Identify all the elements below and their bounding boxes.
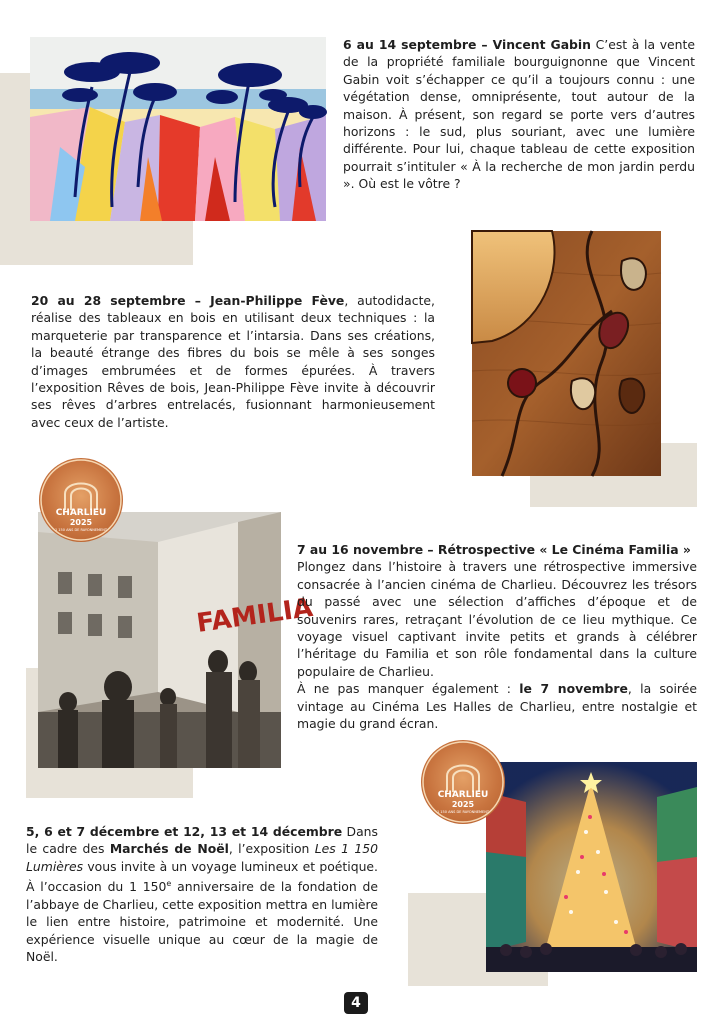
section-4-superscript: e — [166, 879, 172, 889]
section-3-heading: 7 au 16 novembre – Rétrospective « Le Cinéma Familia » — [297, 542, 691, 557]
section-4-body-b: , l’exposition — [228, 841, 315, 857]
section-jean-philippe-feve — [31, 292, 435, 431]
charlieu-2025-badge — [39, 458, 123, 542]
section-3-body: Plongez dans l’histoire à travers une rétrospective immersive consacrée à l’ancien cinéma de Charlieu. Découvrez les trésors du passé avec une sélection d’affiches d’époque et de souvenirs rares, retraçant l’évolution de ce lieu mythique. Ce voyage visuel captivant invite petits et grands à célébrer l’héritage du Familia et son rôle fondamental dans la culture populaire de Charlieu. — [297, 559, 697, 679]
section-3-extra-date: le 7 novembre — [519, 681, 628, 697]
badge-name: CHARLIEU — [55, 508, 107, 518]
section-2-body: , autodidacte, réalise des tableaux en bois en utilisant deux techniques : la marqueterie par transparence et l’intarsia. Dans ses créations, la beauté étrange des fibres du bois se mêle à ses songes d’images embrumées et de formes épurées. À travers l’exposition Rêves de bois, Jean-Philippe Fève invite à découvrir ses rêves d’arbres entrelacés, fusionnant harmonieusement avec ceux de l’artiste. — [31, 293, 435, 430]
section-cinema-familia — [297, 541, 697, 732]
painting-vincent-gabin — [30, 37, 326, 221]
photo-cinema-familia — [38, 512, 315, 768]
painting-jean-philippe-feve — [472, 231, 661, 476]
section-marches-de-noel — [26, 823, 378, 965]
section-4-body-a: Dans le cadre des — [26, 824, 378, 857]
badge-2-motto: 1 150 ANS DE RAYONNEMENT — [436, 810, 490, 814]
section-4-heading: 5, 6 et 7 décembre et 12, 13 et 14 décembre — [26, 824, 343, 839]
cinema-sign-text: FAMILIA — [194, 592, 315, 639]
section-3-extra-post: , la soirée vintage au Cinéma Les Halles de Charlieu, entre nostalgie et magie du grand écran. — [297, 681, 697, 732]
badge-motto: 1 150 ANS DE RAYONNEMENT — [54, 528, 108, 532]
section-1-body: C’est à la vente de la propriété familiale bourguignonne que Vincent Gabin voit s’échapper ce qu’il a toujours connu : une végétation dense, omniprésente, tout autour de la maison. À présent, son regard se porte vers d’autres horizons : le sud, plus souriant, avec une lumière différente. Pour lui, chaque tableau de cette exposition pourrait s’intituler « À la recherche de mon jardin perdu ». Où est le vôtre ? — [343, 37, 696, 192]
section-4-exhibit-title: Les 1 150 Lumières — [26, 841, 378, 874]
badge-2-year: 2025 — [451, 800, 475, 809]
section-4-body-c: vous invite à un voyage lumineux et poétique. À l’occasion du 1 150 — [26, 858, 378, 895]
section-2-heading: 20 au 28 septembre – Jean-Philippe Fève — [31, 293, 345, 308]
badge-year: 2025 — [69, 518, 93, 527]
section-vincent-gabin — [343, 36, 695, 193]
photo-christmas-tree — [486, 762, 697, 972]
section-4-event-name: Marchés de Noël — [109, 841, 229, 857]
charlieu-2025-badge-2 — [421, 740, 505, 824]
page-number: 4 — [344, 992, 368, 1014]
section-4-body-d: anniversaire de la fondation de l’abbaye de Charlieu, cette exposition mettra en lumière le lien entre histoire, patrimoine et modernité. Une expérience visuelle unique au cœur de la magie de Noël. — [26, 879, 379, 964]
badge-2-name: CHARLIEU — [437, 790, 489, 800]
section-3-extra-pre: À ne pas manquer également : — [297, 681, 520, 697]
section-1-heading: 6 au 14 septembre – Vincent Gabin — [343, 37, 591, 52]
